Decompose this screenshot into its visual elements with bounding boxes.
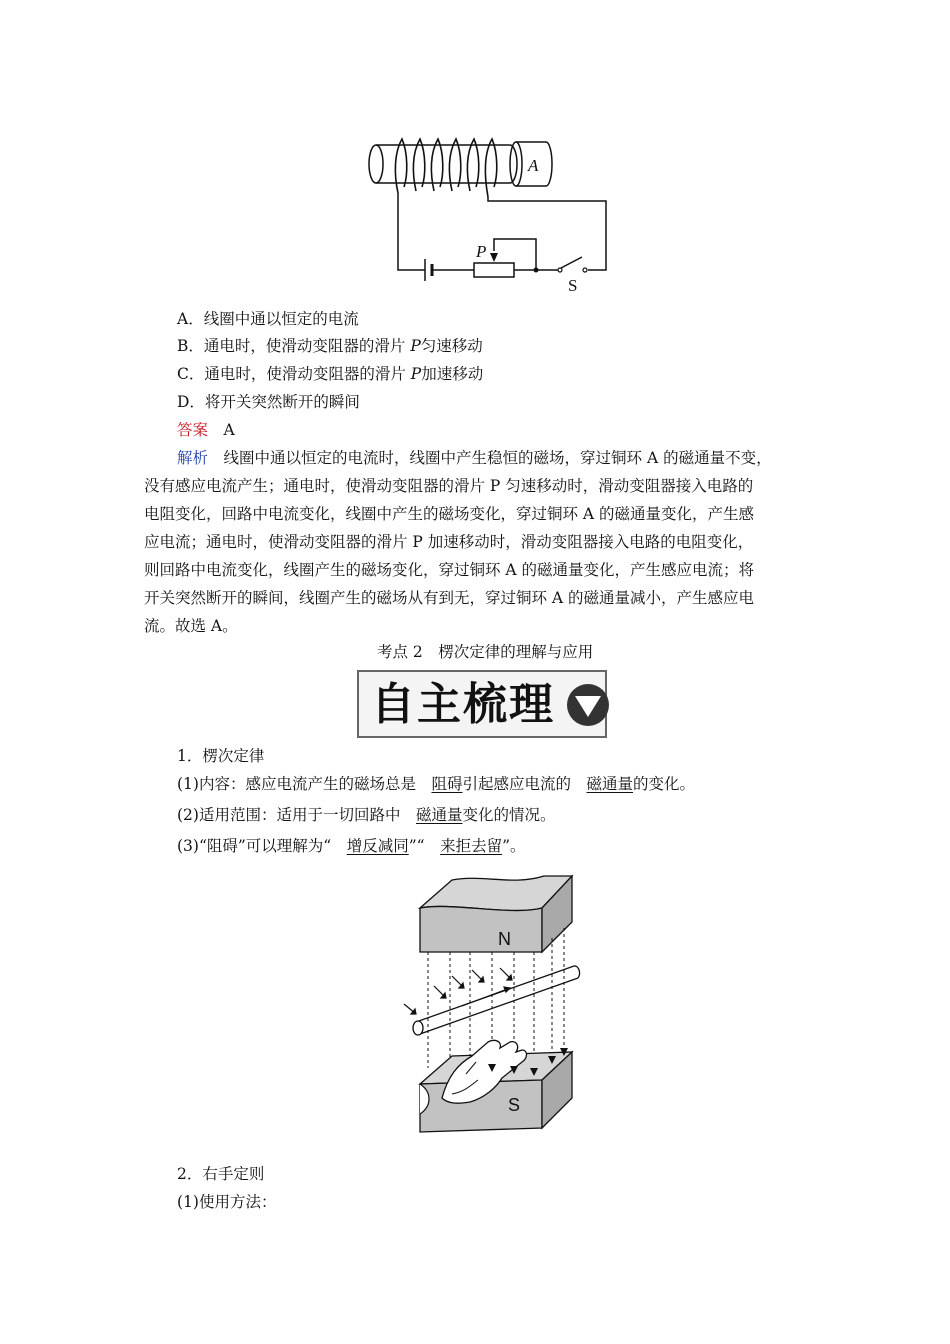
answer-line bbox=[177, 420, 235, 440]
section-title: 考点 2 楞次定律的理解与应用 bbox=[377, 643, 594, 661]
lenz-heading: 1．楞次定律 bbox=[177, 747, 265, 765]
analysis-line-6: 开关突然断开的瞬间，线圈产生的磁场从有到无，穿过铜环 A 的磁通量减小，产生感应电 bbox=[144, 589, 755, 607]
lenz-item-2: (2)适用范围：适用于一切回路中 磁通量变化的情况。 bbox=[177, 806, 556, 824]
analysis-label: 解析 bbox=[177, 449, 209, 467]
self-study-banner bbox=[357, 670, 607, 738]
analysis-line-7: 流。故选 A。 bbox=[144, 617, 238, 635]
magnet-figure bbox=[392, 866, 592, 1156]
option-b: B．通电时，使滑动变阻器的滑片 P匀速移动 bbox=[177, 337, 483, 355]
north-label: N bbox=[498, 929, 511, 949]
switch-label: S bbox=[568, 276, 578, 295]
triangle-down-icon bbox=[565, 682, 611, 728]
lenz-item-1: (1)内容：感应电流产生的磁场总是 阻碍引起感应电流的 磁通量的变化。 bbox=[177, 775, 696, 793]
slider-label: P bbox=[476, 242, 487, 261]
analysis-line-2: 没有感应电流产生；通电时，使滑动变阻器的滑片 P 匀速移动时，滑动变阻器接入电路的 bbox=[144, 477, 754, 495]
lenz-item-3: (3)“阻碍”可以理解为“ 增反减同”“ 来拒去留”。 bbox=[177, 837, 526, 855]
answer-value: A bbox=[223, 421, 235, 439]
analysis-line-3: 电阻变化，回路中电流变化，线圈中产生的磁场变化，穿过铜环 A 的磁通量变化，产生感 bbox=[144, 505, 755, 523]
analysis-line-5: 则回路中电流变化，线圈产生的磁场变化，穿过铜环 A 的磁通量变化，产生感应电流；将 bbox=[144, 561, 755, 579]
circuit-figure bbox=[358, 125, 626, 303]
analysis-line-1: 解析 线圈中通以恒定的电流时，线圈中产生稳恒的磁场，穿过铜环 A 的磁通量不变， bbox=[177, 449, 772, 467]
analysis-line-4: 应电流；通电时，使滑动变阻器的滑片 P 加速移动时，滑动变阻器接入电路的电阻变化， bbox=[144, 533, 754, 551]
option-a: A．线圈中通以恒定的电流 bbox=[177, 310, 359, 328]
ring-label: A bbox=[528, 156, 539, 175]
option-d: D．将开关突然断开的瞬间 bbox=[177, 393, 360, 411]
south-label: S bbox=[508, 1095, 521, 1115]
right-hand-heading: 2．右手定则 bbox=[177, 1165, 265, 1183]
banner-text: 自主梳理 bbox=[371, 679, 555, 730]
right-hand-item-1: (1)使用方法： bbox=[177, 1193, 277, 1211]
answer-label: 答案 bbox=[177, 421, 209, 439]
option-c: C．通电时，使滑动变阻器的滑片 P加速移动 bbox=[177, 365, 484, 383]
